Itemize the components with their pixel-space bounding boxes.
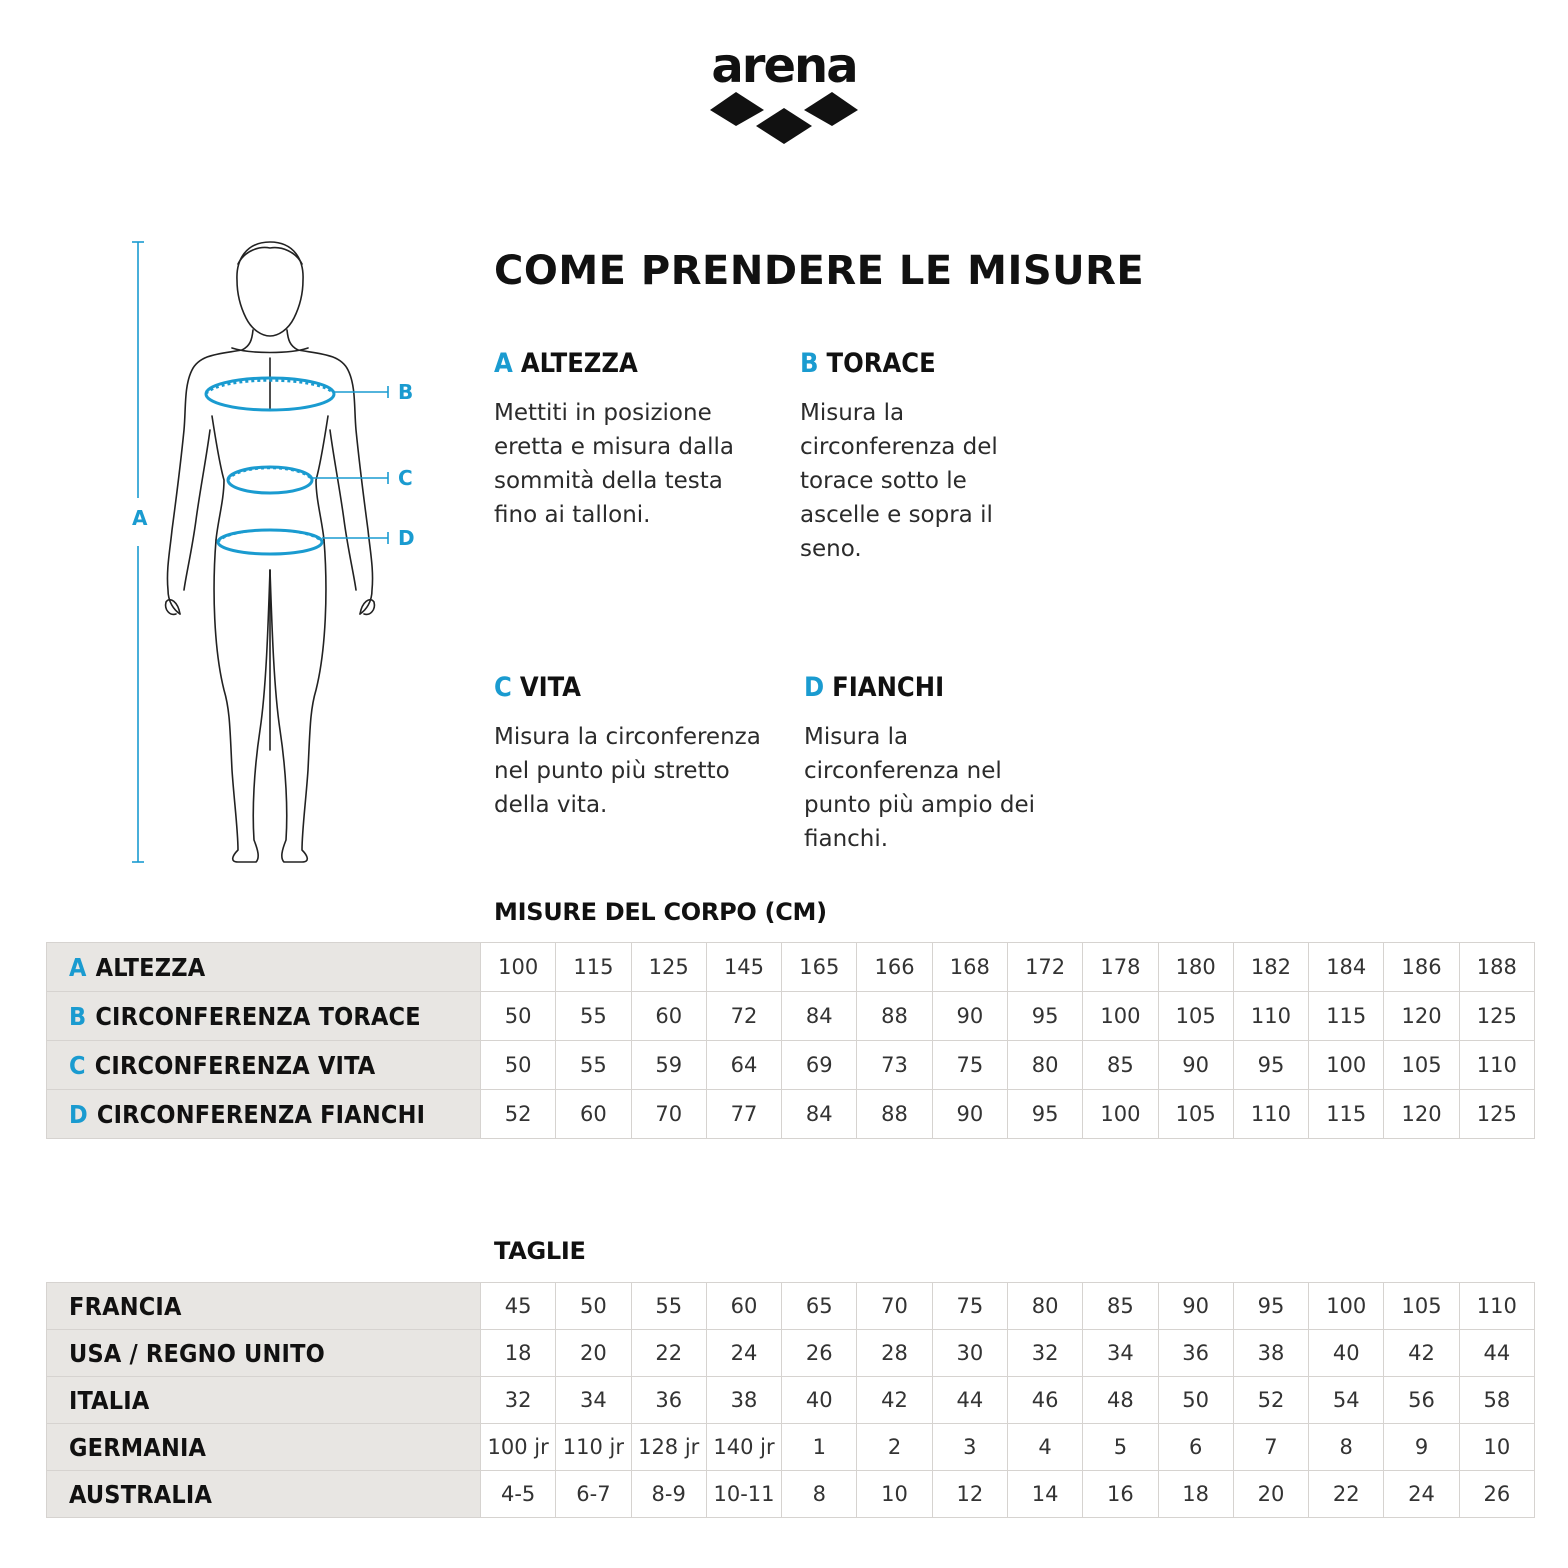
table-cell: 120 <box>1384 992 1459 1041</box>
table-cell: 105 <box>1384 1041 1459 1090</box>
measure-title: VITA <box>519 672 581 703</box>
table-row <box>47 1424 1535 1471</box>
table-cell: 80 <box>1007 1283 1082 1330</box>
table-cell: 38 <box>706 1377 781 1424</box>
table-cell: 8 <box>1309 1424 1384 1471</box>
table-cell: 22 <box>631 1330 706 1377</box>
table-cell: 2 <box>857 1424 932 1471</box>
row-label-text: ALTEZZA <box>95 952 206 982</box>
measure-title: FIANCHI <box>832 672 945 703</box>
measure-block-chest <box>800 346 1100 566</box>
table-cell: 8 <box>782 1471 857 1518</box>
table-cell: 69 <box>782 1041 857 1090</box>
row-label-text: CIRCONFERENZA VITA <box>94 1050 376 1080</box>
table-cell: 55 <box>556 1041 631 1090</box>
measure-heading <box>800 346 1100 382</box>
table-cell: 40 <box>782 1377 857 1424</box>
measure-description: Mettiti in posizione eretta e misura dalla sommità della testa fino ai talloni. <box>494 400 734 528</box>
table-cell: 84 <box>782 1090 857 1139</box>
table-cell: 44 <box>932 1377 1007 1424</box>
table-cell: 172 <box>1007 943 1082 992</box>
table-cell: 120 <box>1384 1090 1459 1139</box>
table-cell: 5 <box>1083 1424 1158 1471</box>
table-cell: 1 <box>782 1424 857 1471</box>
table-row <box>47 1090 1535 1139</box>
measure-letter: C <box>494 672 512 703</box>
table-row <box>47 1330 1535 1377</box>
table-cell: 65 <box>782 1283 857 1330</box>
table-cell: 184 <box>1309 943 1384 992</box>
table-cell: 60 <box>556 1090 631 1139</box>
measure-block-hips <box>804 670 1104 856</box>
size-conversion-table <box>46 1282 1535 1518</box>
table-cell: 34 <box>1083 1330 1158 1377</box>
row-label-text: CIRCONFERENZA TORACE <box>95 1001 421 1031</box>
table-cell: 125 <box>1459 1090 1534 1139</box>
arena-logo <box>706 40 862 155</box>
table-cell: 24 <box>706 1330 781 1377</box>
table-cell: 95 <box>1007 992 1082 1041</box>
table-cell: 20 <box>556 1330 631 1377</box>
table-cell: 45 <box>481 1283 556 1330</box>
table-cell: 10 <box>1459 1424 1534 1471</box>
table-cell: 168 <box>932 943 1007 992</box>
table-cell: 4 <box>1007 1424 1082 1471</box>
table-cell: 24 <box>1384 1471 1459 1518</box>
row-label: GERMANIA <box>47 1424 481 1471</box>
table-cell: 100 <box>1309 1283 1384 1330</box>
page-title: COME PRENDERE LE MISURE <box>494 248 1145 294</box>
row-label: AUSTRALIA <box>47 1471 481 1518</box>
table-cell: 115 <box>556 943 631 992</box>
table-cell: 110 <box>1233 1090 1308 1139</box>
table-cell: 52 <box>481 1090 556 1139</box>
measure-description: Misura la circonferenza nel punto più ampio dei fianchi. <box>804 724 1036 852</box>
table-cell: 42 <box>857 1377 932 1424</box>
table-row <box>47 1471 1535 1518</box>
table-cell: 59 <box>631 1041 706 1090</box>
table-cell: 22 <box>1309 1471 1384 1518</box>
table-cell: 70 <box>857 1283 932 1330</box>
table-cell: 60 <box>706 1283 781 1330</box>
table-cell: 20 <box>1233 1471 1308 1518</box>
table-cell: 110 jr <box>556 1424 631 1471</box>
table-cell: 84 <box>782 992 857 1041</box>
table-cell: 100 jr <box>481 1424 556 1471</box>
table-cell: 36 <box>631 1377 706 1424</box>
table-cell: 115 <box>1309 1090 1384 1139</box>
table-cell: 105 <box>1158 992 1233 1041</box>
size-table-title: TAGLIE <box>494 1237 586 1265</box>
table-cell: 100 <box>1083 1090 1158 1139</box>
table-cell: 88 <box>857 1090 932 1139</box>
table-row <box>47 1041 1535 1090</box>
table-cell: 36 <box>1158 1330 1233 1377</box>
marker-b: B <box>398 380 414 404</box>
diamond-logo-icon <box>706 88 862 150</box>
marker-d: D <box>398 526 415 550</box>
row-label-text: CIRCONFERENZA FIANCHI <box>96 1099 426 1129</box>
table-cell: 186 <box>1384 943 1459 992</box>
table-cell: 7 <box>1233 1424 1308 1471</box>
table-cell: 100 <box>481 943 556 992</box>
row-letter: A <box>69 952 87 982</box>
measure-title: TORACE <box>826 348 936 379</box>
table-cell: 10-11 <box>706 1471 781 1518</box>
measure-heading <box>494 670 794 706</box>
body-measurements-table <box>46 942 1535 1139</box>
table-cell: 110 <box>1459 1041 1534 1090</box>
logo-wordmark: arena <box>711 38 857 94</box>
measure-letter: D <box>804 672 825 703</box>
measure-block-height <box>494 346 794 532</box>
table-cell: 26 <box>782 1330 857 1377</box>
table-cell: 182 <box>1233 943 1308 992</box>
row-label: ITALIA <box>47 1377 481 1424</box>
body-figure-illustration <box>120 230 420 880</box>
table-cell: 105 <box>1158 1090 1233 1139</box>
table-cell: 166 <box>857 943 932 992</box>
table-cell: 95 <box>1233 1283 1308 1330</box>
table-cell: 9 <box>1384 1424 1459 1471</box>
measure-heading <box>494 346 794 382</box>
measure-letter: B <box>800 348 819 379</box>
row-label: FRANCIA <box>47 1283 481 1330</box>
table-row <box>47 992 1535 1041</box>
table-cell: 88 <box>857 992 932 1041</box>
table-cell: 90 <box>1158 1283 1233 1330</box>
table-cell: 125 <box>631 943 706 992</box>
table-cell: 70 <box>631 1090 706 1139</box>
table-cell: 32 <box>481 1377 556 1424</box>
table-cell: 72 <box>706 992 781 1041</box>
measure-letter: A <box>494 348 513 379</box>
table-cell: 73 <box>857 1041 932 1090</box>
table-cell: 90 <box>932 992 1007 1041</box>
table-cell: 56 <box>1384 1377 1459 1424</box>
row-letter: C <box>69 1050 86 1080</box>
row-label <box>47 943 481 992</box>
table-cell: 75 <box>932 1283 1007 1330</box>
table-cell: 18 <box>1158 1471 1233 1518</box>
row-label <box>47 1041 481 1090</box>
table-cell: 105 <box>1384 1283 1459 1330</box>
table-cell: 32 <box>1007 1330 1082 1377</box>
table-cell: 90 <box>1158 1041 1233 1090</box>
measure-heading <box>804 670 1104 706</box>
table-cell: 80 <box>1007 1041 1082 1090</box>
table-cell: 50 <box>481 1041 556 1090</box>
table-cell: 128 jr <box>631 1424 706 1471</box>
body-table-title: MISURE DEL CORPO (CM) <box>494 898 827 926</box>
row-label <box>47 992 481 1041</box>
table-cell: 75 <box>932 1041 1007 1090</box>
table-cell: 145 <box>706 943 781 992</box>
table-cell: 95 <box>1233 1041 1308 1090</box>
row-letter: D <box>69 1099 88 1129</box>
table-row <box>47 1283 1535 1330</box>
row-letter: B <box>69 1001 87 1031</box>
table-cell: 16 <box>1083 1471 1158 1518</box>
table-cell: 30 <box>932 1330 1007 1377</box>
table-cell: 55 <box>631 1283 706 1330</box>
measure-description: Misura la circonferenza nel punto più stretto della vita. <box>494 724 761 818</box>
table-cell: 6-7 <box>556 1471 631 1518</box>
table-cell: 110 <box>1459 1283 1534 1330</box>
table-cell: 55 <box>556 992 631 1041</box>
table-cell: 50 <box>481 992 556 1041</box>
table-cell: 95 <box>1007 1090 1082 1139</box>
table-cell: 52 <box>1233 1377 1308 1424</box>
table-cell: 100 <box>1083 992 1158 1041</box>
table-cell: 85 <box>1083 1041 1158 1090</box>
table-cell: 188 <box>1459 943 1534 992</box>
table-cell: 46 <box>1007 1377 1082 1424</box>
table-cell: 18 <box>481 1330 556 1377</box>
table-cell: 44 <box>1459 1330 1534 1377</box>
table-cell: 8-9 <box>631 1471 706 1518</box>
table-cell: 90 <box>932 1090 1007 1139</box>
table-cell: 165 <box>782 943 857 992</box>
table-cell: 14 <box>1007 1471 1082 1518</box>
table-cell: 180 <box>1158 943 1233 992</box>
table-cell: 12 <box>932 1471 1007 1518</box>
table-row <box>47 943 1535 992</box>
table-cell: 26 <box>1459 1471 1534 1518</box>
marker-c: C <box>398 466 413 490</box>
table-cell: 6 <box>1158 1424 1233 1471</box>
table-cell: 100 <box>1309 1041 1384 1090</box>
table-cell: 77 <box>706 1090 781 1139</box>
table-cell: 40 <box>1309 1330 1384 1377</box>
table-cell: 48 <box>1083 1377 1158 1424</box>
row-label <box>47 1090 481 1139</box>
table-cell: 115 <box>1309 992 1384 1041</box>
body-outline-icon <box>120 230 420 880</box>
table-cell: 64 <box>706 1041 781 1090</box>
measure-title: ALTEZZA <box>520 348 638 379</box>
table-cell: 4-5 <box>481 1471 556 1518</box>
table-cell: 42 <box>1384 1330 1459 1377</box>
table-cell: 38 <box>1233 1330 1308 1377</box>
table-row <box>47 1377 1535 1424</box>
marker-a: A <box>132 506 148 530</box>
table-cell: 50 <box>1158 1377 1233 1424</box>
table-cell: 125 <box>1459 992 1534 1041</box>
table-cell: 85 <box>1083 1283 1158 1330</box>
table-cell: 58 <box>1459 1377 1534 1424</box>
table-cell: 10 <box>857 1471 932 1518</box>
table-cell: 50 <box>556 1283 631 1330</box>
table-cell: 110 <box>1233 992 1308 1041</box>
table-cell: 140 jr <box>706 1424 781 1471</box>
table-cell: 28 <box>857 1330 932 1377</box>
measure-description: Misura la circonferenza del torace sotto le ascelle e sopra il seno. <box>800 400 998 562</box>
table-cell: 60 <box>631 992 706 1041</box>
table-cell: 34 <box>556 1377 631 1424</box>
table-cell: 3 <box>932 1424 1007 1471</box>
row-label: USA / REGNO UNITO <box>47 1330 481 1377</box>
table-cell: 178 <box>1083 943 1158 992</box>
table-cell: 54 <box>1309 1377 1384 1424</box>
measure-block-waist <box>494 670 794 822</box>
